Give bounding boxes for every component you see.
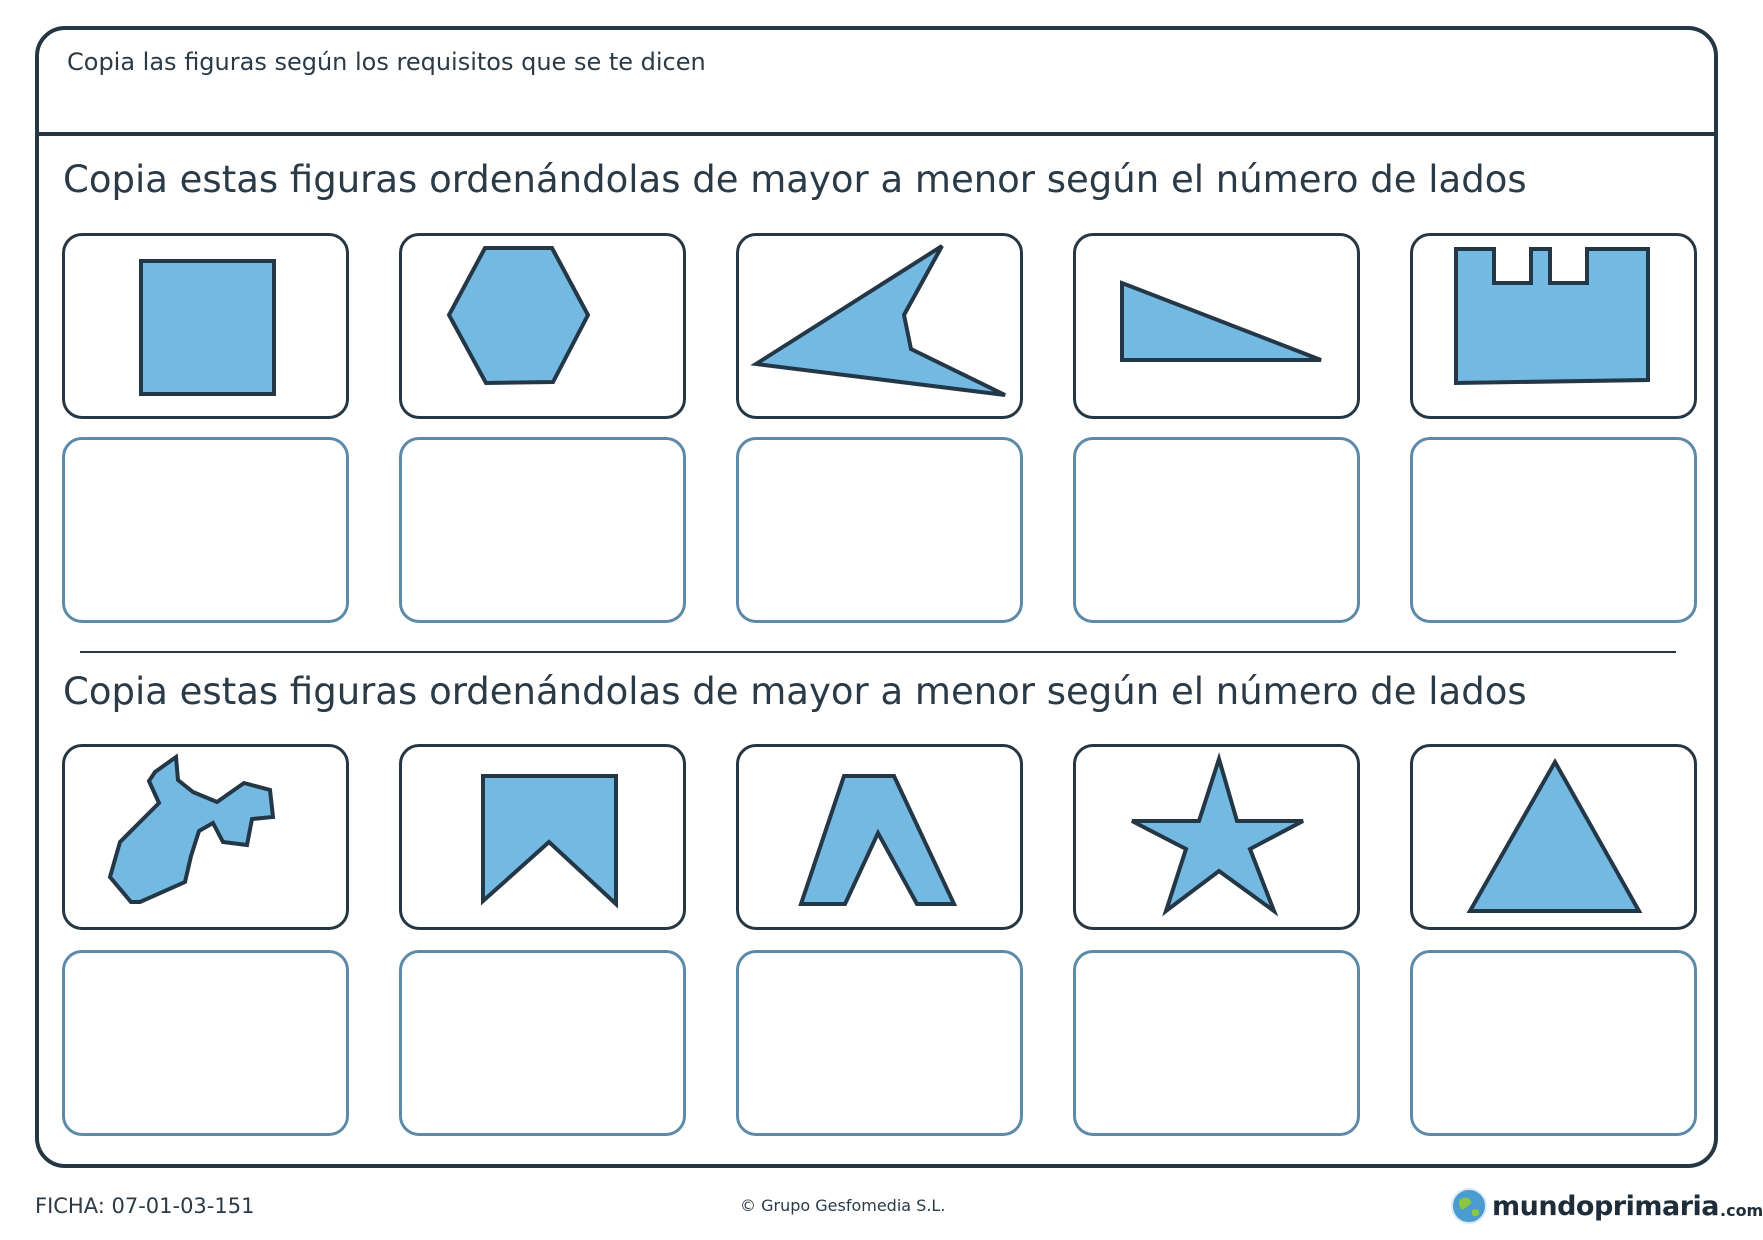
answer-box[interactable] [736,950,1023,1136]
worksheet-code: FICHA: 07-01-03-151 [35,1194,255,1218]
shape-card-right-triangle [1073,233,1360,419]
mundoprimaria-logo[interactable] [1450,1186,1763,1226]
answer-box[interactable] [1073,437,1360,623]
shape-card-chevron [736,744,1023,930]
answer-box[interactable] [1410,950,1697,1136]
answer-box[interactable] [736,437,1023,623]
hexagon-shape [449,248,588,383]
section-1-title: Copia estas figuras ordenándolas de mayor a menor según el número de lados [63,158,1527,201]
chevron-shape [801,776,954,904]
shape-card-castle-tower [1410,233,1697,419]
notched-pentagon-shape [483,776,616,904]
shape-card-arrowhead [736,233,1023,419]
worksheet-instruction: Copia las figuras según los requisitos que se te dicen [67,48,706,76]
section-divider [80,651,1676,653]
logo-text: mundoprimaria [1492,1190,1719,1222]
irregular-polygon-shape [110,757,273,902]
answer-box[interactable] [1410,437,1697,623]
logo-tld: .com [1720,1200,1763,1220]
shape-card-notched-pentagon [399,744,686,930]
star-shape [1132,759,1303,911]
arrowhead-shape [756,246,1005,395]
answer-box[interactable] [62,437,349,623]
answer-box[interactable] [399,950,686,1136]
answer-box[interactable] [62,950,349,1136]
answer-box[interactable] [399,437,686,623]
shape-card-hexagon [399,233,686,419]
shape-card-square [62,233,349,419]
header-bar [39,30,1714,136]
square-shape [141,261,274,394]
right-triangle-shape [1122,283,1321,360]
answer-box[interactable] [1073,950,1360,1136]
triangle-shape [1470,762,1639,911]
shape-card-triangle [1410,744,1697,930]
castle-tower-shape [1456,249,1648,383]
section-2-title: Copia estas figuras ordenándolas de mayor a menor según el número de lados [63,670,1527,713]
shape-card-irregular-polygon [62,744,349,930]
globe-icon [1450,1187,1488,1225]
copyright-notice: © Grupo Gesfomedia S.L. [740,1196,946,1215]
shape-card-star [1073,744,1360,930]
